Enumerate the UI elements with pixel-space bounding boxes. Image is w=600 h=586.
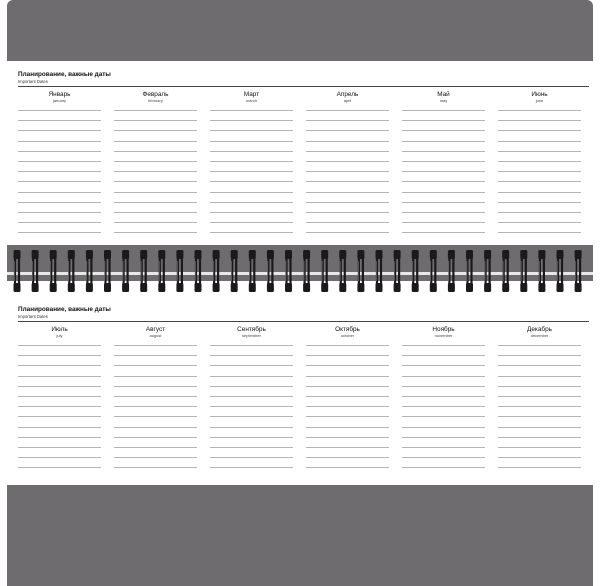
writing-line [402,447,485,448]
spiral-ring [394,250,401,292]
writing-line [402,110,485,111]
spiral-ring [140,250,147,292]
writing-line [498,222,581,223]
writing-line [210,212,293,213]
writing-line [114,222,197,223]
month-column-january [18,91,101,103]
writing-line [402,396,485,397]
writing-line [210,222,293,223]
binding-gap [7,272,593,275]
writing-line [18,396,101,397]
writing-line [306,232,389,233]
month-name-english: december [530,333,549,338]
writing-line [306,416,389,417]
month-column-september [210,326,293,338]
month-name-english: january [52,98,67,103]
month-name-english: june [535,98,544,103]
writing-line [306,437,389,438]
writing-line [402,376,485,377]
writing-line [306,120,389,121]
spiral-ring [303,250,310,292]
writing-line [114,447,197,448]
month-name: Сентябрь [237,326,266,333]
writing-line [306,355,389,356]
writing-line [402,120,485,121]
writing-line [114,151,197,152]
writing-line [498,345,581,346]
month-column-june [498,91,581,103]
writing-line [498,396,581,397]
writing-line [306,376,389,377]
writing-line [114,355,197,356]
month-name: Март [243,91,260,98]
writing-line [114,396,197,397]
writing-line [498,202,581,203]
writing-line [18,457,101,458]
writing-line [18,345,101,346]
writing-line [306,181,389,182]
writing-line [306,345,389,346]
writing-line [498,457,581,458]
writing-line [306,222,389,223]
spiral-ring [376,250,383,292]
spiral-ring [339,250,346,292]
writing-line [18,355,101,356]
month-name: Январь [48,91,71,98]
spiral-ring [32,250,39,292]
writing-line [114,120,197,121]
spiral-ring [502,250,509,292]
writing-line [114,171,197,172]
month-name-english: february [148,98,163,103]
writing-line [114,141,197,142]
writing-line [498,416,581,417]
writing-line [402,406,485,407]
spiral-ring [267,250,274,292]
writing-line [402,457,485,458]
writing-line [114,212,197,213]
writing-line [18,416,101,417]
month-name-english: march [245,98,258,103]
writing-line [18,222,101,223]
writing-line [402,192,485,193]
writing-line [306,151,389,152]
writing-line [114,427,197,428]
month-column-december [498,326,581,338]
writing-line [18,427,101,428]
writing-line [306,202,389,203]
month-column-may [402,91,485,103]
writing-line [498,181,581,182]
writing-line [498,212,581,213]
writing-line [114,202,197,203]
writing-line [306,406,389,407]
writing-line [306,467,389,468]
month-column-march [210,91,293,103]
month-column-october [306,326,389,338]
writing-line [210,467,293,468]
writing-line [306,110,389,111]
spiral-ring [430,250,437,292]
writing-line [402,232,485,233]
writing-line [306,427,389,428]
month-name: Май [437,91,450,98]
writing-line [210,345,293,346]
writing-line [498,355,581,356]
writing-line [306,447,389,448]
month-column-july [18,326,101,338]
spiral-ring [68,250,75,292]
writing-line [498,386,581,387]
month-name-english: august [149,333,162,338]
writing-line [306,212,389,213]
writing-line [306,171,389,172]
spiral-binding [0,247,600,295]
month-name-english: september [242,333,261,338]
writing-line [402,161,485,162]
writing-line [114,437,197,438]
writing-line [114,232,197,233]
month-name-english: november [434,333,453,338]
writing-line [18,192,101,193]
month-column-november [402,326,485,338]
header-rule [18,321,589,322]
writing-line [210,141,293,142]
writing-line [402,345,485,346]
month-name: Октябрь [335,326,360,333]
writing-line [18,386,101,387]
writing-line [402,130,485,131]
spiral-ring [14,250,21,292]
writing-line [306,130,389,131]
writing-line [210,376,293,377]
writing-line [18,365,101,366]
spiral-ring [50,250,57,292]
writing-line [210,151,293,152]
writing-line [498,437,581,438]
writing-line [18,171,101,172]
writing-line [306,396,389,397]
writing-line [210,181,293,182]
page-subtitle: Important Dates [18,314,48,319]
month-name-english: october [340,333,355,338]
writing-line [210,171,293,172]
writing-line [210,386,293,387]
writing-line [210,365,293,366]
writing-line [114,467,197,468]
writing-line [18,141,101,142]
writing-line [306,386,389,387]
writing-line [114,192,197,193]
writing-line [18,110,101,111]
writing-line [18,181,101,182]
writing-line [210,437,293,438]
writing-line [18,406,101,407]
writing-line [498,130,581,131]
spiral-ring [575,250,582,292]
writing-line [402,222,485,223]
writing-line [210,457,293,458]
spiral-ring [466,250,473,292]
writing-line [114,406,197,407]
writing-line [210,447,293,448]
writing-line [210,120,293,121]
writing-line [402,181,485,182]
writing-line [306,192,389,193]
writing-line [498,161,581,162]
spiral-ring [158,250,165,292]
spiral-ring [412,250,419,292]
writing-line [498,406,581,407]
spiral-ring [213,250,220,292]
writing-line [402,386,485,387]
month-name: Июнь [531,91,548,98]
writing-line [498,120,581,121]
writing-line [114,365,197,366]
month-name: Февраль [142,91,169,98]
writing-line [402,416,485,417]
month-column-april [306,91,389,103]
writing-line [210,396,293,397]
month-name: Ноябрь [432,326,455,333]
writing-line [498,447,581,448]
writing-line [18,232,101,233]
writing-line [114,376,197,377]
spiral-ring [104,250,111,292]
spiral-ring [357,250,364,292]
writing-line [402,171,485,172]
writing-line [210,355,293,356]
writing-line [402,141,485,142]
writing-line [18,130,101,131]
writing-line [18,376,101,377]
writing-line [18,447,101,448]
spiral-ring [285,250,292,292]
writing-line [210,232,293,233]
month-name: Декабрь [527,326,552,333]
writing-line [498,467,581,468]
page-title: Планирование, важные даты [18,306,111,313]
month-name: Апрель [336,91,359,98]
writing-line [18,467,101,468]
spiral-ring [520,250,527,292]
writing-line [498,376,581,377]
writing-line [402,202,485,203]
writing-line [18,151,101,152]
writing-line [114,110,197,111]
spiral-ring [484,250,491,292]
writing-line [498,232,581,233]
month-name: Июль [51,326,68,333]
writing-line [114,345,197,346]
writing-line [402,151,485,152]
spiral-ring [557,250,564,292]
month-name: Август [145,326,166,333]
writing-line [114,181,197,182]
writing-line [402,355,485,356]
page-subtitle: Important Dates [18,79,48,84]
month-column-august [114,326,197,338]
writing-line [306,365,389,366]
writing-line [114,386,197,387]
planner-page-jul-dec [7,281,593,485]
writing-line [402,467,485,468]
writing-line [114,130,197,131]
writing-line [18,161,101,162]
header-rule [18,86,589,87]
month-name-english: july [56,333,63,338]
spiral-ring [249,250,256,292]
writing-line [402,212,485,213]
writing-line [210,416,293,417]
writing-line [18,437,101,438]
writing-line [498,151,581,152]
writing-line [210,130,293,131]
writing-line [210,110,293,111]
writing-line [498,141,581,142]
spiral-ring [321,250,328,292]
writing-line [498,427,581,428]
writing-line [210,202,293,203]
writing-line [498,171,581,172]
writing-line [306,161,389,162]
writing-line [402,427,485,428]
writing-line [306,457,389,458]
writing-line [498,192,581,193]
spiral-ring [231,250,238,292]
writing-line [210,192,293,193]
spiral-ring [448,250,455,292]
writing-line [114,457,197,458]
writing-line [306,141,389,142]
month-column-february [114,91,197,103]
writing-line [114,161,197,162]
writing-line [18,120,101,121]
month-name-english: april [343,98,352,103]
spiral-ring [122,250,129,292]
page-title: Планирование, важные даты [18,71,111,78]
month-name-english: may [439,98,448,103]
writing-line [114,416,197,417]
spiral-ring [195,250,202,292]
writing-line [402,365,485,366]
writing-line [18,202,101,203]
planner-page-jan-jun [7,61,593,245]
spiral-ring [176,250,183,292]
spiral-ring [538,250,545,292]
spiral-ring [86,250,93,292]
writing-line [210,427,293,428]
writing-line [210,406,293,407]
writing-line [18,212,101,213]
writing-line [498,365,581,366]
writing-line [402,437,485,438]
writing-line [210,161,293,162]
writing-line [498,110,581,111]
